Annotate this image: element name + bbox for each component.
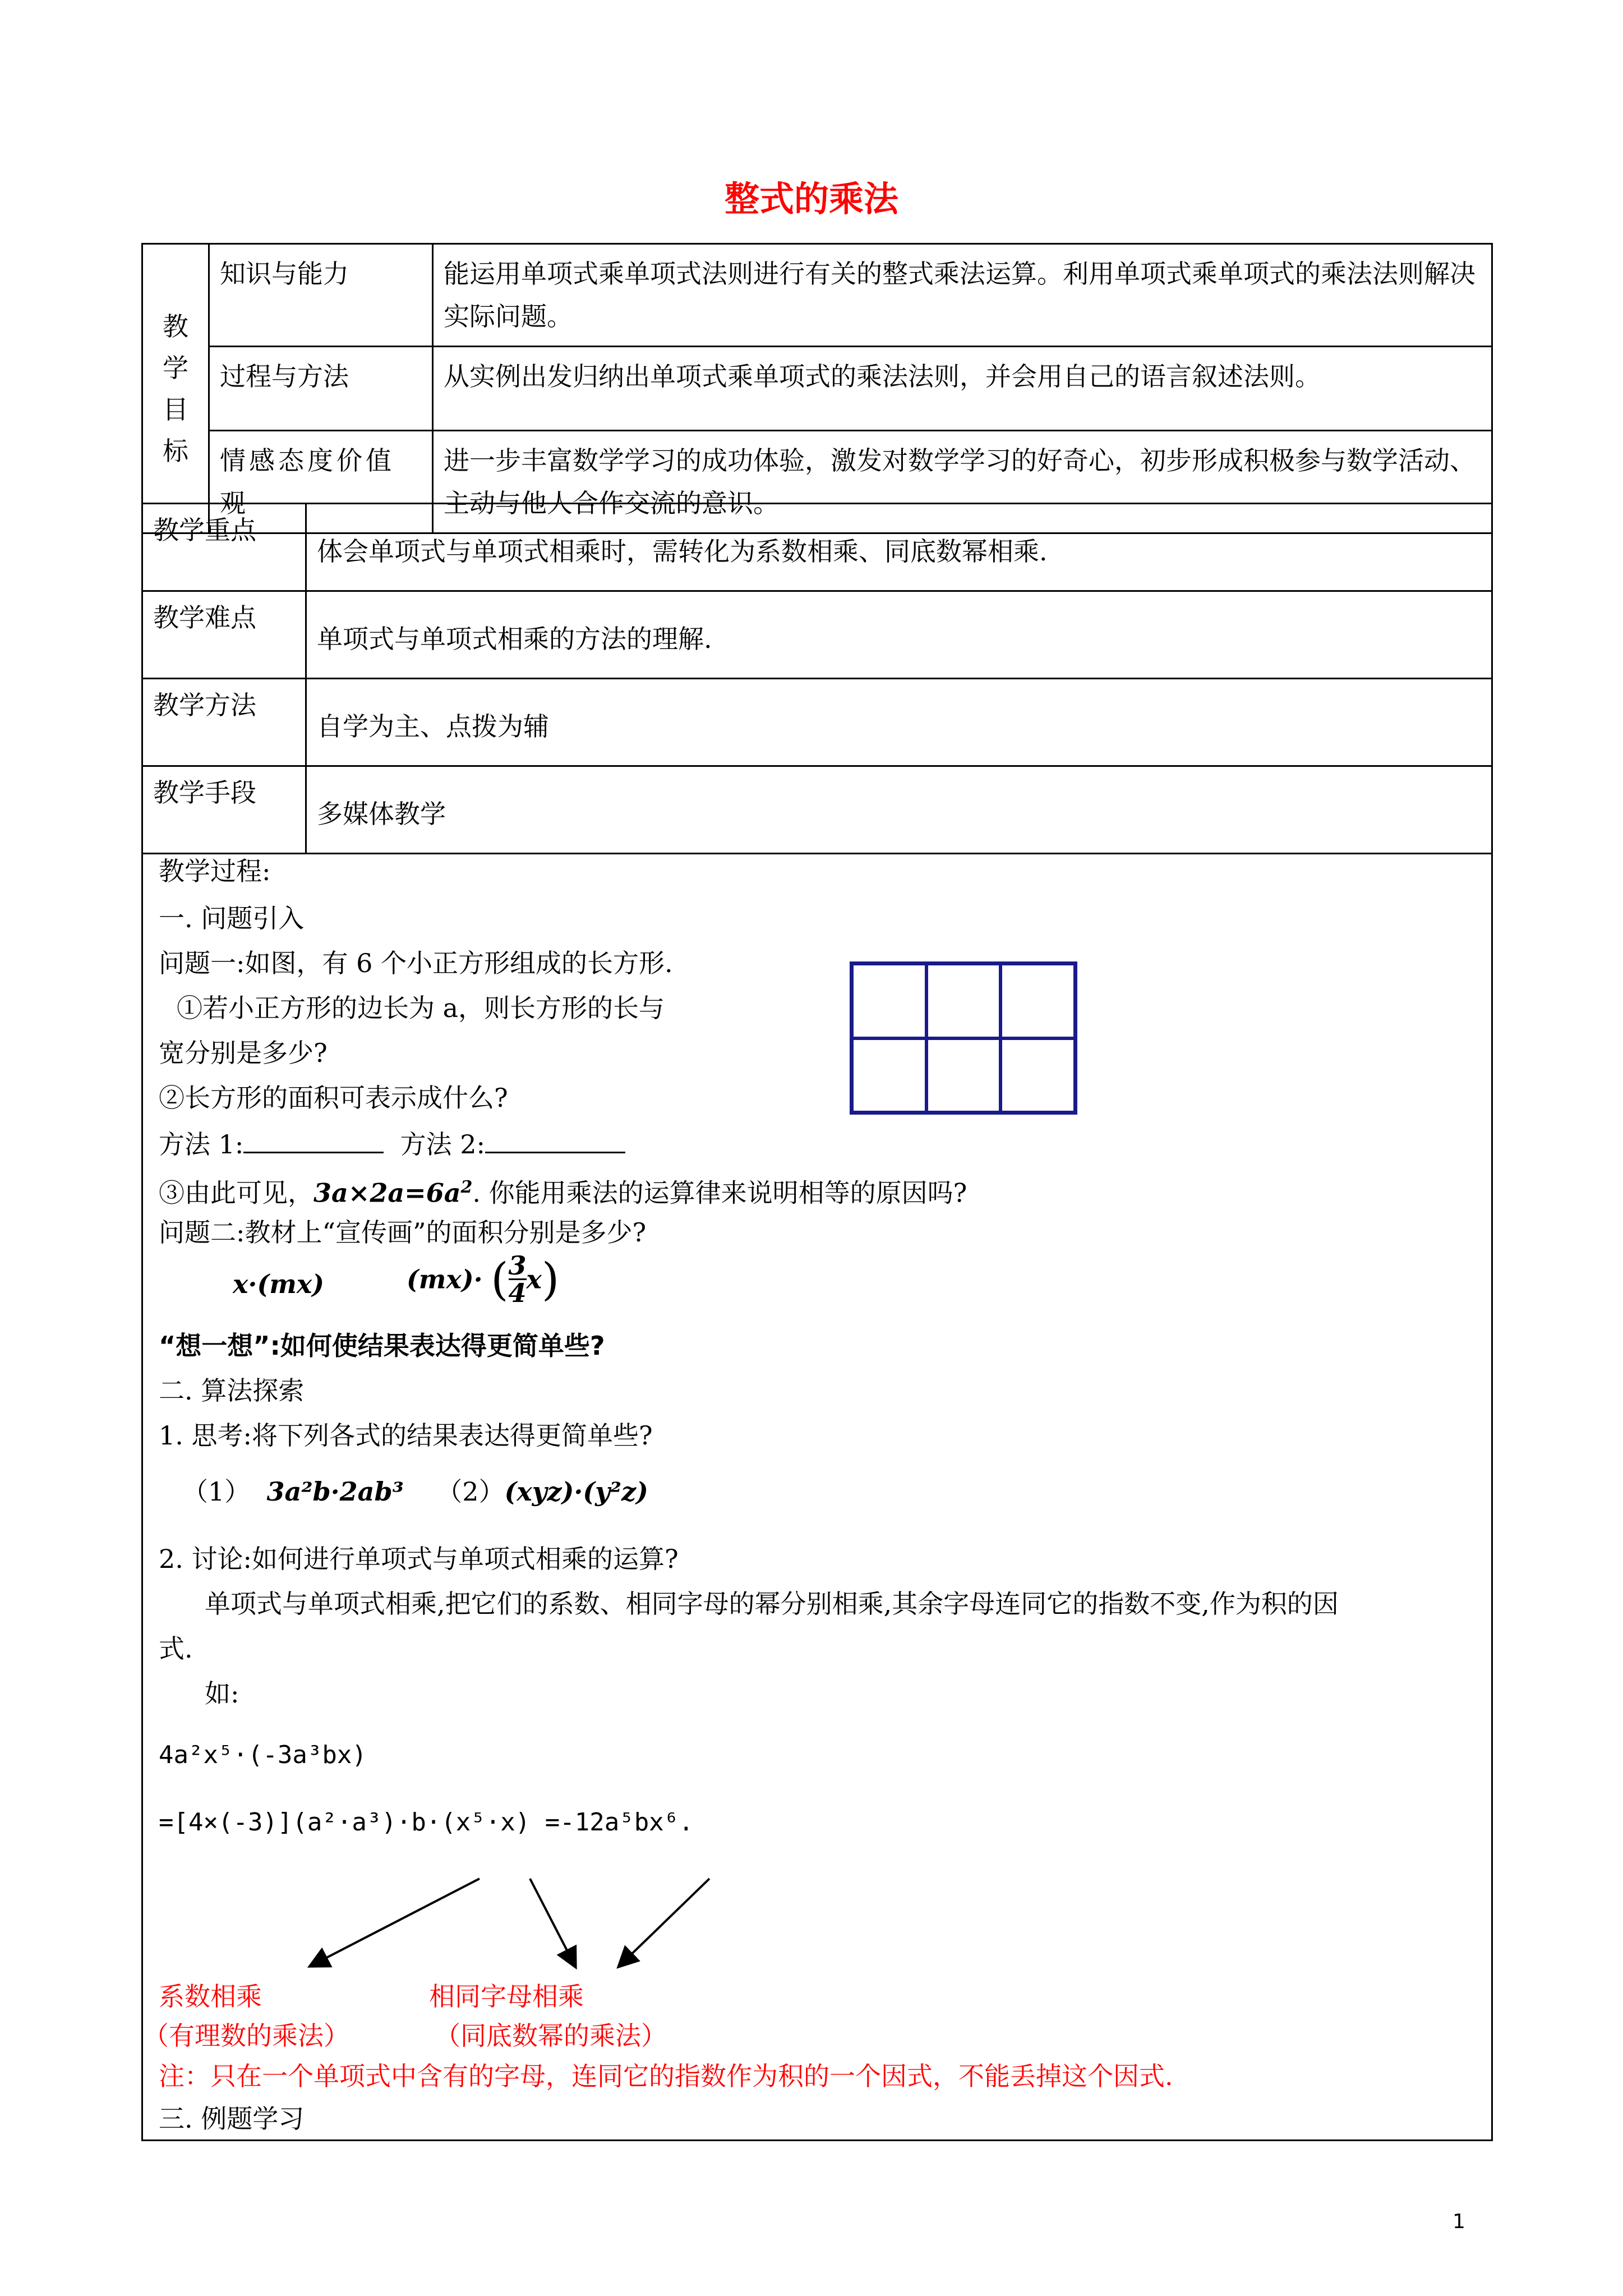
info-label: 教学重点 [142,504,306,591]
section-heading: 一. 问题引入 [159,903,305,933]
annotation-coefficient-sub: （有理数的乘法） [143,2021,349,2051]
expression-text: (mx)· [407,1264,483,1295]
expression-2: (mx)· ( $\frac{3}{4}$ x) [407,1250,560,1308]
goals-header-char: 学 [163,352,188,383]
exercise-number: （2） [436,1476,505,1507]
info-value: 单项式与单项式相乘的方法的理解. [306,591,1492,679]
page-title: 整式的乘法 [724,178,898,219]
discussion-question: 2. 讨论:如何进行单项式与单项式相乘的运算? [159,1544,679,1574]
problem-two: 问题二:教材上“宣传画”的面积分别是多少? [159,1217,647,1248]
goal-label: 过程与方法 [209,347,433,431]
text-span: . 你能用乘法的运算律来说明相等的原因吗? [472,1177,967,1208]
section-heading: 二. 算法探索 [159,1375,305,1406]
info-value: 体会单项式与单项式相乘时，需转化为系数相乘、同底数幂相乘. [306,504,1492,591]
goal-text: 从实例出发归纳出单项式乘单项式的乘法法则，并会用自己的语言叙述法则。 [433,347,1492,431]
rectangle-figure [850,961,1077,1115]
small-square [1000,964,1075,1038]
problem-one-a: ①若小正方形的边长为 a，则长方形的长与 [177,993,665,1023]
rule-line-2: 式. [159,1634,193,1664]
annotation-coefficient: 系数相乘 [159,1981,262,2012]
info-label: 教学手段 [142,766,306,854]
section-heading: 三. 例题学习 [159,2104,305,2134]
arrow-letters-2 [620,1879,709,1966]
think-prompt: “想一想”:如何使结果表达得更简单些? [159,1331,605,1361]
annotation-letters-sub: （同底数幂的乘法） [435,2021,667,2051]
small-square [926,1038,1001,1113]
info-label: 教学难点 [142,591,306,679]
small-square [852,1038,926,1113]
small-square [1000,1038,1075,1113]
annotation-letters: 相同字母相乘 [429,1981,584,2012]
process-heading: 教学过程: [159,856,271,886]
example-solution: =[4×(-3)](a²·a³)·b·(x⁵·x) =-12a⁵bx⁶. [159,1808,694,1837]
goals-header-char: 教 [163,311,188,342]
rule-line-1: 单项式与单项式相乘,把它们的系数、相同字母的幂分别相乘,其余字母连同它的指数不变,作为积的因 [205,1589,1339,1619]
method-1-label: 方法 1: [159,1129,244,1159]
example-expression: 4a²x⁵·(-3a³bx) [159,1741,367,1769]
teaching-process [141,852,1493,2141]
note: 注：只在一个单项式中含有的字母，连同它的指数作为积的一个因式，不能丢掉这个因式. [159,2061,1173,2091]
fraction-numerator: 3 [508,1250,527,1281]
goal-label: 知识与能力 [209,244,433,347]
arrow-letters-1 [530,1879,575,1966]
goal-label: 情感态度价值观 [209,431,433,533]
info-label: 教学方法 [142,679,306,766]
teaching-goals-table [141,243,1493,534]
problem-one-b: 宽分别是多少? [159,1038,328,1068]
exercise-number: （1） [182,1476,251,1507]
info-value: 自学为主、点拨为辅 [306,679,1492,766]
goals-header-char: 标 [163,435,188,466]
teaching-info-table [141,503,1493,854]
fraction-denominator: 4 [508,1278,527,1308]
exercise-expression: (xyz)·(y²z) [504,1476,648,1507]
problem-one-d: ③由此可见，$3a\times 2a=6a^2$. 你能用乘法的运算律来说明相等的原因吗? [159,1177,967,1208]
goals-header-char: 目 [163,394,188,425]
goal-text: 能运用单项式乘单项式法则进行有关的整式乘法运算。利用单项式乘单项式的乘法法则解决实际问题。 [433,244,1492,347]
method-2-label: 方法 2: [400,1129,486,1159]
goal-text: 进一步丰富数学学习的成功体验，激发对数学学习的好奇心，初步形成积极参与数学活动、主动与他人合作交流的意识。 [433,431,1492,533]
arrow-coefficient [311,1879,479,1966]
exploration-question: 1. 思考:将下列各式的结果表达得更简单些? [159,1420,653,1451]
problem-one: 问题一:如图，有 6 个小正方形组成的长方形. [159,948,673,978]
exercise-expression: 3a²b·2ab³ [266,1476,404,1507]
goals-header [142,244,209,533]
annotation-arrows [143,852,1489,2137]
expression-text: x·(mx) [233,1269,325,1299]
text-span: ③由此可见， [159,1177,313,1208]
small-square [926,964,1001,1038]
small-square [852,964,926,1038]
page-number: 1 [1453,2210,1465,2233]
info-value: 多媒体教学 [306,766,1492,854]
problem-one-c: ②长方形的面积可表示成什么? [159,1083,508,1113]
expression-text: x [526,1264,542,1295]
example-intro: 如: [205,1678,239,1709]
equation: 3a×2a=6a [313,1177,461,1208]
